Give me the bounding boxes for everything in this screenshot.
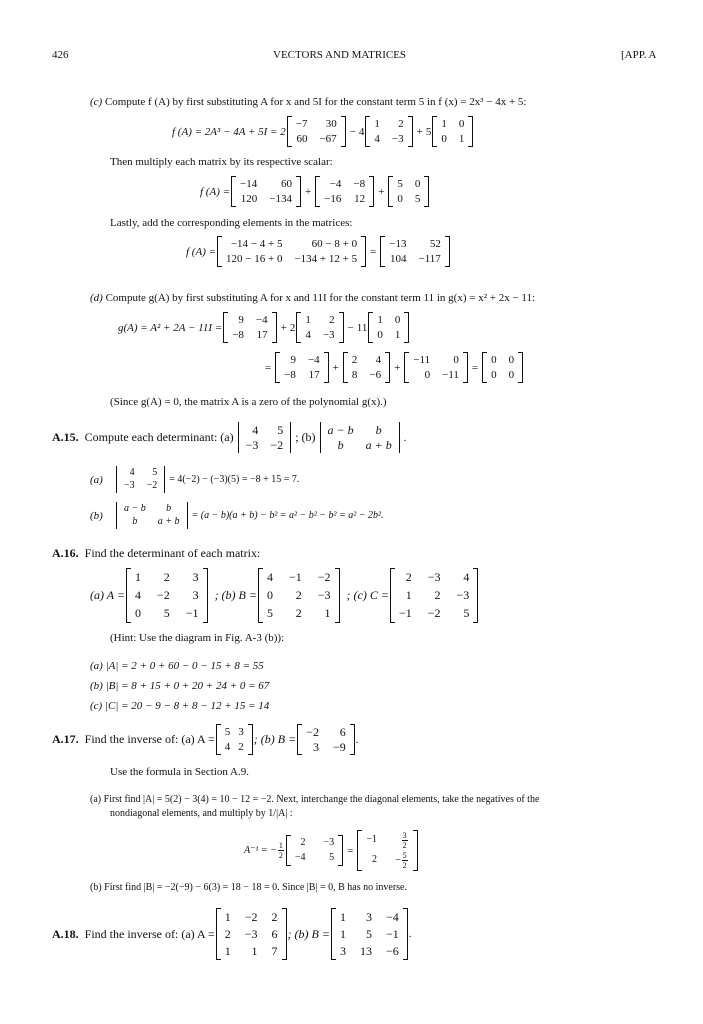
matrix-grid (236, 176, 296, 207)
frac-den: 2 (402, 861, 407, 870)
matrix-cell: 1 (377, 314, 383, 326)
matrix-cell: 0 (508, 369, 515, 381)
matrix-cell: 2 (329, 314, 335, 326)
matrix-cell: a − b (124, 503, 146, 514)
matrix (286, 835, 343, 866)
matrix-grid (301, 312, 338, 343)
a16-label-c: ; (c) C = (346, 588, 389, 602)
problem-number: A.15. (52, 430, 79, 444)
matrix-cell: −8 (232, 329, 244, 341)
matrix-cell: 0 (394, 314, 401, 326)
matrix-cell: −4 (294, 852, 306, 863)
matrix-cell: −11 (442, 369, 459, 381)
matrix-cell: a + b (365, 438, 392, 452)
matrix-cell: 0 (491, 369, 497, 381)
end-mark: . (355, 733, 359, 746)
a15-prompt-b: ; (b) (295, 430, 316, 444)
sol-label: (b) (90, 509, 103, 522)
matrix-grid (487, 352, 518, 383)
matrix-cell: 6 (339, 725, 346, 739)
matrix-grid (370, 116, 407, 147)
matrix-grid (385, 236, 445, 267)
matrix-cell: 2 (224, 927, 231, 941)
matrix-cell: 3 (339, 944, 346, 958)
matrix-cell: −117 (418, 253, 441, 265)
part-d-eq2: = 9 −4 −8 17 + 2 4 8 −6 + −11 0 0 −11 = 0 0 0 0 (262, 352, 524, 383)
part-c-eq1: f (A) = 2A³ − 4A + 5I = 2 −7 30 60 −67 − 4 1 2 4 −3 + 5 1 0 0 1 (172, 116, 474, 147)
matrix-cell: 2 (295, 606, 302, 620)
matrix-cell: −16 (324, 193, 342, 205)
matrix-cell: 2 (398, 118, 404, 130)
part-c-label: (c) (90, 96, 103, 108)
matrix-cell: −8 (284, 369, 296, 381)
matrix-cell: 5 (152, 467, 158, 478)
part-c-eq2: f (A) = −14 60 120 −134 + −4 −8 −16 12 + 5 0 0 5 (200, 176, 430, 207)
matrix-cell: −11 (413, 354, 431, 366)
matrix-cell: −14 (240, 178, 258, 190)
matrix (315, 176, 374, 207)
problem-number: A.18. (52, 926, 79, 941)
matrix-cell: 4 (463, 570, 470, 584)
matrix-cell: 1 (251, 944, 258, 958)
matrix-cell: 9 (290, 354, 296, 366)
matrix-grid (221, 724, 248, 755)
a16-sol-a: (a) |A| = 2 + 0 + 60 − 0 − 15 + 8 = 55 (90, 660, 264, 672)
part-d-note: (Since g(A) = 0, the matrix A is a zero of the polynomial g(x).) (110, 396, 387, 408)
frac-num: 1 (278, 841, 283, 850)
determinant (113, 466, 168, 493)
matrix-cell: 2 (434, 588, 441, 602)
matrix-cell: 52 (429, 238, 441, 250)
matrix-grid (302, 724, 350, 755)
matrix-cell: −2 (244, 910, 258, 924)
matrix-cell: −3 (317, 588, 331, 602)
part-d-eq1-lhs: g(A) = A² + 2A − 11I = (118, 321, 223, 334)
matrix-grid (131, 568, 203, 623)
matrix-cell: 1 (305, 314, 311, 326)
matrix-cell: 4 (252, 423, 259, 437)
matrix-cell: 3 (192, 588, 199, 602)
matrix-grid (373, 312, 404, 343)
matrix-grid (280, 352, 323, 383)
fraction (278, 841, 284, 860)
matrix-cell: 0 (458, 118, 465, 130)
part-d-intro-text: Compute g(A) by first substituting A for x and 11I for the constant term 11 in g(x) = x² + 2x − 11: (105, 292, 536, 304)
a16-hint: (Hint: Use the diagram in Fig. A-3 (b)): (110, 632, 285, 644)
problem-number: A.17. (52, 732, 79, 746)
matrix-cell: a + b (157, 516, 180, 527)
determinant (113, 502, 191, 529)
matrix-cell: −3 (322, 329, 335, 341)
a15-sol-b (90, 502, 384, 529)
matrix-grid (291, 835, 338, 866)
part-c-eq3-lhs: f (A) = (186, 245, 217, 258)
a17-formula-note: Use the formula in Section A.9. (110, 766, 250, 778)
part-c-eq2-lhs: f (A) = (200, 185, 231, 198)
matrix-cell: 120 (240, 193, 258, 205)
matrix-cell: −1 (385, 927, 399, 941)
end-mark: . (403, 431, 407, 444)
matrix-cell: 12 (354, 193, 366, 205)
cell: 2 (372, 854, 378, 865)
matrix-grid (320, 176, 369, 207)
a17-problem (52, 724, 358, 755)
matrix-cell: −2 (146, 480, 158, 491)
part-c-intro (90, 96, 527, 108)
matrix (223, 312, 276, 343)
matrix-cell: 1 (339, 927, 346, 941)
matrix-cell: 2 (405, 570, 412, 584)
matrix-cell: 0 (424, 369, 431, 381)
matrix-grid (362, 830, 412, 871)
a15-sol-a-text: = 4(−2) − (−3)(5) = −8 + 15 = 7. (169, 474, 300, 485)
matrix-grid (228, 312, 271, 343)
sign: − (395, 854, 401, 866)
matrix-cell: −134 + 12 + 5 (294, 253, 358, 265)
matrix-cell: 5 (365, 927, 372, 941)
matrix (357, 830, 417, 871)
matrix-cell: 5 (397, 178, 403, 190)
a15-sol-a (90, 466, 299, 493)
matrix-cell: 1 (339, 910, 346, 924)
matrix (297, 724, 355, 755)
matrix-cell: b (337, 438, 344, 452)
matrix-cell: 0 (414, 178, 421, 190)
matrix-cell: 1 (458, 133, 465, 145)
a17-inverse-eq: A⁻¹ = − $\frac{1}{2}$ 2 −3 −4 5 = −1 $\frac{3}{2}$ 2 − $\frac{5}{2}$ (244, 830, 419, 871)
matrix-cell: 0 (266, 588, 273, 602)
matrix-cell: −4 (385, 910, 399, 924)
matrix-cell: −14 − 4 + 5 (230, 238, 283, 250)
matrix-cell: −13 (389, 238, 407, 250)
matrix-cell: 1 (374, 118, 380, 130)
a16-label-b: ; (b) B = (214, 588, 257, 602)
coef: 2 (289, 321, 296, 334)
matrix-cell: 30 (325, 118, 337, 130)
matrix-cell: −6 (385, 944, 399, 958)
matrix-grid (437, 116, 468, 147)
part-d-label: (d) (90, 292, 103, 304)
part-d-intro (90, 292, 535, 304)
a17-sol-a-line1: (a) First find |A| = 5(2) − 3(4) = 10 − 12 = −2. Next, interchange the diagonal elements, take the negatives of the (90, 794, 540, 805)
matrix-cell: 6 (271, 927, 278, 941)
matrix-cell: 1 (441, 118, 447, 130)
matrix-cell: 4 (224, 741, 231, 753)
matrix-cell: 2 (271, 910, 278, 924)
matrix-cell: 5 (414, 193, 421, 205)
matrix-cell: −3 (427, 570, 441, 584)
a16-prompt: Find the determinant of each matrix: (84, 546, 261, 560)
matrix-cell: 1 (405, 588, 412, 602)
matrix-cell: 1 (224, 910, 231, 924)
part-c-intro-text: Compute f (A) by first substituting A for x and 5I for the constant term 5 in f (x) = 2x³ − 4x + 5: (104, 96, 527, 108)
matrix-grid (120, 466, 161, 493)
matrix-cell: 0 (135, 606, 141, 620)
matrix (126, 568, 208, 623)
matrix-cell: −3 (323, 837, 335, 848)
matrix (432, 116, 473, 147)
part-c-lastly: Lastly, add the corresponding elements in the matrices: (110, 217, 353, 229)
matrix-cell: 4 (305, 329, 311, 341)
matrix-cell: 3 (312, 740, 319, 754)
cell (395, 831, 409, 850)
end-mark: . (408, 928, 412, 940)
matrix-cell: 4 (374, 133, 380, 145)
matrix-cell: 1 (135, 570, 141, 584)
matrix-cell: 17 (308, 369, 320, 381)
matrix-cell: a − b (327, 423, 354, 437)
matrix (217, 236, 366, 267)
a16-matrices (90, 568, 479, 623)
matrix (287, 116, 346, 147)
matrix-cell: 4 (375, 354, 382, 366)
matrix-cell: −3 (124, 480, 135, 491)
matrix-cell: −2 (306, 725, 319, 739)
matrix-cell: 13 (359, 944, 372, 958)
a16-label-a: (a) A = (90, 588, 125, 602)
inverse-lhs: A⁻¹ = − (244, 845, 277, 856)
matrix-cell: 120 − 16 + 0 (226, 253, 283, 265)
matrix-cell: 3 (192, 570, 199, 584)
sol-label: (a) (90, 473, 103, 486)
frac-den: 2 (278, 851, 283, 860)
matrix-cell: 5 (329, 852, 335, 863)
matrix (368, 312, 409, 343)
matrix-cell: 0 (441, 133, 447, 145)
matrix (231, 176, 301, 207)
matrix-cell: 3 (365, 910, 372, 924)
part-c-eq1-lhs: f (A) = 2A³ − 4A + 5I = 2 (172, 125, 286, 138)
a15-sol-b-text: = (a − b)(a + b) − b² = a² − b² − b² = a² − 2b². (191, 510, 384, 521)
matrix-cell: −2 (270, 438, 284, 452)
determinant (317, 422, 403, 453)
matrix-cell: 5 (224, 726, 231, 738)
matrix-cell: b (166, 503, 172, 514)
matrix-cell: −134 (269, 193, 292, 205)
matrix (296, 312, 343, 343)
determinant (235, 422, 295, 453)
matrix-cell: b (132, 516, 138, 527)
matrix-cell: −1 (185, 606, 199, 620)
matrix (388, 176, 429, 207)
matrix-cell: 17 (256, 329, 268, 341)
matrix-cell: −4 (329, 178, 342, 190)
coef: 5 (425, 125, 432, 138)
matrix (216, 908, 287, 960)
a18-prompt-b: ; (b) B = (287, 926, 330, 941)
matrix (390, 568, 478, 623)
matrix-cell: 104 (390, 253, 407, 265)
matrix-cell: −3 (245, 438, 259, 452)
matrix (216, 724, 253, 755)
a17-sol-b: (b) First find |B| = −2(−9) − 6(3) = 18 − 18 = 0. Since |B| = 0, B has no inverse. (90, 882, 407, 893)
page-number: 426 (52, 49, 69, 61)
matrix-cell: 2 (295, 588, 302, 602)
matrix-cell: −9 (332, 740, 346, 754)
matrix-grid (393, 176, 424, 207)
matrix-cell: −67 (319, 133, 337, 145)
matrix-cell: −2 (157, 588, 170, 602)
part-c-then: Then multiply each matrix by its respective scalar: (110, 156, 333, 168)
matrix-grid (336, 908, 403, 960)
a17-prompt-b: ; (b) B = (253, 732, 297, 746)
matrix (365, 116, 412, 147)
a18-problem (52, 908, 411, 960)
a17-sol-a-line2: nondiagonal elements, and multiply by 1/|A| : (110, 808, 293, 819)
matrix-cell: 0 (508, 354, 515, 366)
matrix-cell: 0 (453, 354, 459, 366)
matrix-cell: 1 (394, 329, 401, 341)
a15-problem (52, 422, 406, 453)
a16-problem (52, 546, 260, 561)
cell: −1 (366, 834, 378, 845)
matrix-cell: 5 (266, 606, 273, 620)
matrix-cell: 2 (163, 570, 170, 584)
frac-den: 2 (402, 841, 407, 850)
matrix-cell: −4 (255, 314, 268, 326)
matrix-cell: −7 (295, 118, 308, 130)
part-d-eq1: g(A) = A² + 2A − 11I = 9 −4 −8 17 + 2 1 2 4 −3 − 11 1 0 0 1 (118, 312, 410, 343)
matrix-cell: 4 (129, 467, 135, 478)
matrix (404, 352, 468, 383)
matrix-cell: 0 (397, 193, 403, 205)
matrix-grid (120, 502, 184, 529)
matrix-cell: 9 (238, 314, 244, 326)
matrix-cell: 8 (351, 369, 358, 381)
matrix-cell: −8 (353, 178, 366, 190)
matrix-cell: −2 (317, 570, 331, 584)
a18-prompt-a: Find the inverse of: (a) A = (84, 926, 215, 941)
matrix-grid (409, 352, 463, 383)
matrix-cell: −2 (427, 606, 441, 620)
matrix-cell: −1 (398, 606, 412, 620)
matrix-grid (221, 908, 282, 960)
matrix-cell: 5 (163, 606, 170, 620)
matrix-cell: 3 (238, 726, 244, 738)
coef: 4 (358, 125, 365, 138)
matrix-cell: −6 (369, 369, 382, 381)
matrix-cell: 60 (296, 133, 308, 145)
matrix-cell: −3 (391, 133, 404, 145)
frac-num: 5 (402, 851, 407, 860)
matrix-cell: −3 (456, 588, 470, 602)
matrix (482, 352, 523, 383)
matrix-cell: 60 − 8 + 0 (311, 238, 358, 250)
a15-prompt-a: Compute each determinant: (a) (84, 430, 234, 444)
matrix-cell: 1 (324, 606, 331, 620)
coef: 11 (356, 321, 368, 334)
running-title: VECTORS AND MATRICES (273, 49, 407, 61)
matrix-cell: 4 (135, 588, 141, 602)
a16-sol-c: (c) |C| = 20 − 9 − 8 + 8 − 12 + 15 = 14 (90, 700, 270, 712)
cell (395, 851, 409, 870)
matrix (258, 568, 340, 623)
matrix-cell: 5 (277, 423, 284, 437)
matrix-cell: 0 (377, 329, 383, 341)
matrix-cell: b (375, 423, 382, 437)
matrix-cell: −1 (288, 570, 302, 584)
matrix-grid (324, 422, 396, 453)
matrix-cell: 0 (491, 354, 497, 366)
matrix-cell: 5 (463, 606, 470, 620)
matrix-cell: 60 (280, 178, 292, 190)
matrix-grid (395, 568, 473, 623)
matrix-grid (242, 422, 288, 453)
matrix-cell: −4 (307, 354, 320, 366)
frac-num: 3 (402, 831, 407, 840)
matrix-cell: −3 (244, 927, 258, 941)
section-label: [APP. A (621, 49, 657, 61)
matrix-cell: 7 (271, 944, 278, 958)
matrix (343, 352, 390, 383)
matrix-grid (292, 116, 341, 147)
matrix (380, 236, 450, 267)
matrix-grid (348, 352, 385, 383)
matrix-cell: 4 (266, 570, 273, 584)
problem-number: A.16. (52, 546, 79, 560)
matrix-cell: 1 (224, 944, 231, 958)
matrix (275, 352, 328, 383)
matrix-grid (222, 236, 361, 267)
matrix (331, 908, 408, 960)
matrix-cell: 2 (300, 837, 306, 848)
matrix-cell: 2 (351, 354, 358, 366)
part-c-eq3: f (A) = −14 − 4 + 5 60 − 8 + 0 120 − 16 + 0 −134 + 12 + 5 = −13 52 104 −117 (186, 236, 451, 267)
matrix-grid (263, 568, 335, 623)
a17-prompt-a: Find the inverse of: (a) A = (84, 732, 215, 746)
a16-sol-b: (b) |B| = 8 + 15 + 0 + 20 + 24 + 0 = 67 (90, 680, 270, 692)
matrix-cell: 2 (238, 741, 244, 753)
